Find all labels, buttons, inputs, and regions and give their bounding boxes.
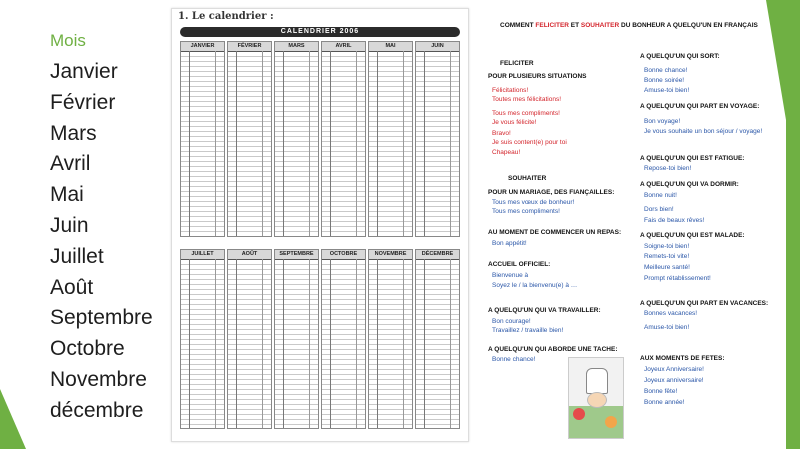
phrase-line: Bonne nuit! [644, 192, 677, 199]
phrases-panel [480, 14, 780, 440]
month-item: Juillet [50, 244, 104, 268]
calendar-month-column [368, 41, 413, 237]
souhaiter-label: SOUHAITER [508, 175, 547, 182]
chef-illustration [568, 357, 624, 439]
travailler-heading: A QUELQU'UN QUI VA TRAVAILLER: [488, 307, 601, 314]
calendar-month-column [368, 249, 413, 429]
calendar-month-header: DÉCEMBRE [416, 250, 459, 260]
month-item: Mars [50, 121, 97, 145]
calendar-month-column [415, 249, 460, 429]
calendar-month-column [227, 41, 272, 237]
phrase-line: Bon appétit! [492, 240, 527, 247]
feliciter-label: FELICITER [500, 60, 534, 67]
calendar-top-half [180, 41, 460, 237]
months-title: Mois [50, 31, 86, 50]
phrase-line: Fais de beaux rêves! [644, 217, 705, 224]
mariage-heading: POUR UN MARIAGE, DES FIANÇAILLES: [488, 189, 615, 196]
phrase-line: Dors bien! [644, 206, 674, 213]
phrase-line: Soyez le / la bienvenu(e) à … [492, 282, 578, 289]
calendar-month-header: FÉVRIER [228, 42, 271, 52]
calendar-month-header: AVRIL [322, 42, 365, 52]
phrase-line: Toutes mes félicitations! [492, 96, 562, 103]
calendar-month-header: JANVIER [181, 42, 224, 52]
phrase-line: Bonne chance! [644, 67, 688, 74]
month-item: Janvier [50, 60, 118, 83]
calendar-month-column [274, 41, 319, 237]
month-item: Avril [50, 152, 91, 176]
calendar-month-column [321, 41, 366, 237]
phrase-line: Bienvenue à [492, 272, 529, 279]
calendar-heading: 1. Le calendrier : [178, 11, 274, 22]
accent-corner-bottom-left [0, 389, 26, 449]
phrase-line: Bonne fête! [644, 388, 678, 395]
sort-heading: A QUELQU'UN QUI SORT: [640, 53, 720, 60]
phrases-title: COMMENT FELICITER ET SOUHAITER DU BONHEUR A QUELQU'UN EN FRANÇAIS [500, 22, 758, 29]
phrase-line: Je suis content(e) pour toi [492, 139, 567, 146]
calendar-month-header: OCTOBRE [322, 250, 365, 260]
plusieurs-heading: POUR PLUSIEURS SITUATIONS [488, 73, 587, 80]
month-item: Février [50, 90, 116, 114]
vacances-heading: A QUELQU'UN QUI PART EN VACANCES: [640, 300, 769, 307]
month-item: Novembre [50, 367, 147, 391]
calendar-month-column [274, 249, 319, 429]
month-item: Août [50, 275, 94, 299]
phrase-line: Chapeau! [492, 149, 521, 156]
month-item: décembre [50, 398, 144, 422]
phrase-line: Joyeux anniversaire! [644, 377, 704, 384]
phrase-line: Bonne soirée! [644, 77, 685, 84]
calendar-month-header: JUILLET [181, 250, 224, 260]
calendar-month-header: JUIN [416, 42, 459, 52]
calendar-month-header: MARS [275, 42, 318, 52]
phrase-line: Félicitations! [492, 87, 529, 94]
dormir-heading: A QUELQU'UN QUI VA DORMIR: [640, 181, 739, 188]
voyage-heading: A QUELQU'UN QUI PART EN VOYAGE: [640, 103, 760, 110]
malade-heading: A QUELQU'UN QUI EST MALADE: [640, 232, 745, 239]
repas-heading: AU MOMENT DE COMMENCER UN REPAS: [488, 229, 622, 236]
calendar-banner: CALENDRIER 2006 [180, 27, 460, 37]
calendar-month-column [415, 41, 460, 237]
phrase-line: Bon voyage! [644, 118, 681, 125]
phrase-line: Bonne chance! [492, 356, 536, 363]
month-item: Septembre [50, 306, 153, 330]
calendar-month-column [227, 249, 272, 429]
phrase-line: Remets-toi vite! [644, 253, 690, 260]
calendar-month-column [180, 249, 225, 429]
calendar-month-header: NOVEMBRE [369, 250, 412, 260]
phrase-line: Amuse-toi bien! [644, 324, 690, 331]
phrase-line: Bon courage! [492, 318, 531, 325]
phrase-line: Bonne année! [644, 399, 685, 406]
phrase-line: Travaillez / travaille bien! [492, 327, 564, 334]
phrase-line: Tous mes compliments! [492, 110, 560, 117]
phrase-line: Je vous souhaite un bon séjour / voyage! [644, 128, 763, 135]
calendar-month-column [321, 249, 366, 429]
calendar-month-header: MAI [369, 42, 412, 52]
phrase-line: Amuse-toi bien! [644, 87, 690, 94]
accent-bar-right [786, 0, 800, 449]
fatigue-heading: A QUELQU'UN QUI EST FATIGUE: [640, 155, 745, 162]
phrase-line: Je vous félicite! [492, 119, 537, 126]
month-item: Mai [50, 183, 84, 207]
calendar-month-header: AOÛT [228, 250, 271, 260]
calendar-month-header: SEPTEMBRE [275, 250, 318, 260]
officiel-heading: ACCUEIL OFFICIEL: [488, 261, 551, 268]
phrase-line: Tous mes compliments! [492, 208, 560, 215]
phrase-line: Joyeux Anniversaire! [644, 366, 704, 373]
phrase-line: Bonnes vacances! [644, 310, 698, 317]
calendar-bottom-half [180, 249, 460, 429]
phrase-line: Meilleure santé! [644, 264, 690, 271]
months-list [50, 30, 165, 427]
phrase-line: Tous mes vœux de bonheur! [492, 199, 575, 206]
phrase-line: Bravo! [492, 130, 511, 137]
tache-heading: A QUELQU'UN QUI ABORDE UNE TACHE: [488, 346, 618, 353]
phrase-line: Prompt rétablissement! [644, 275, 711, 282]
fetes-heading: AUX MOMENTS DE FETES: [640, 355, 725, 362]
phrase-line: Repose-toi bien! [644, 165, 692, 172]
phrase-line: Soigne-toi bien! [644, 243, 690, 250]
calendar-month-column [180, 41, 225, 237]
calendar-image [171, 8, 469, 442]
month-item: Juin [50, 213, 89, 237]
month-item: Octobre [50, 337, 125, 361]
